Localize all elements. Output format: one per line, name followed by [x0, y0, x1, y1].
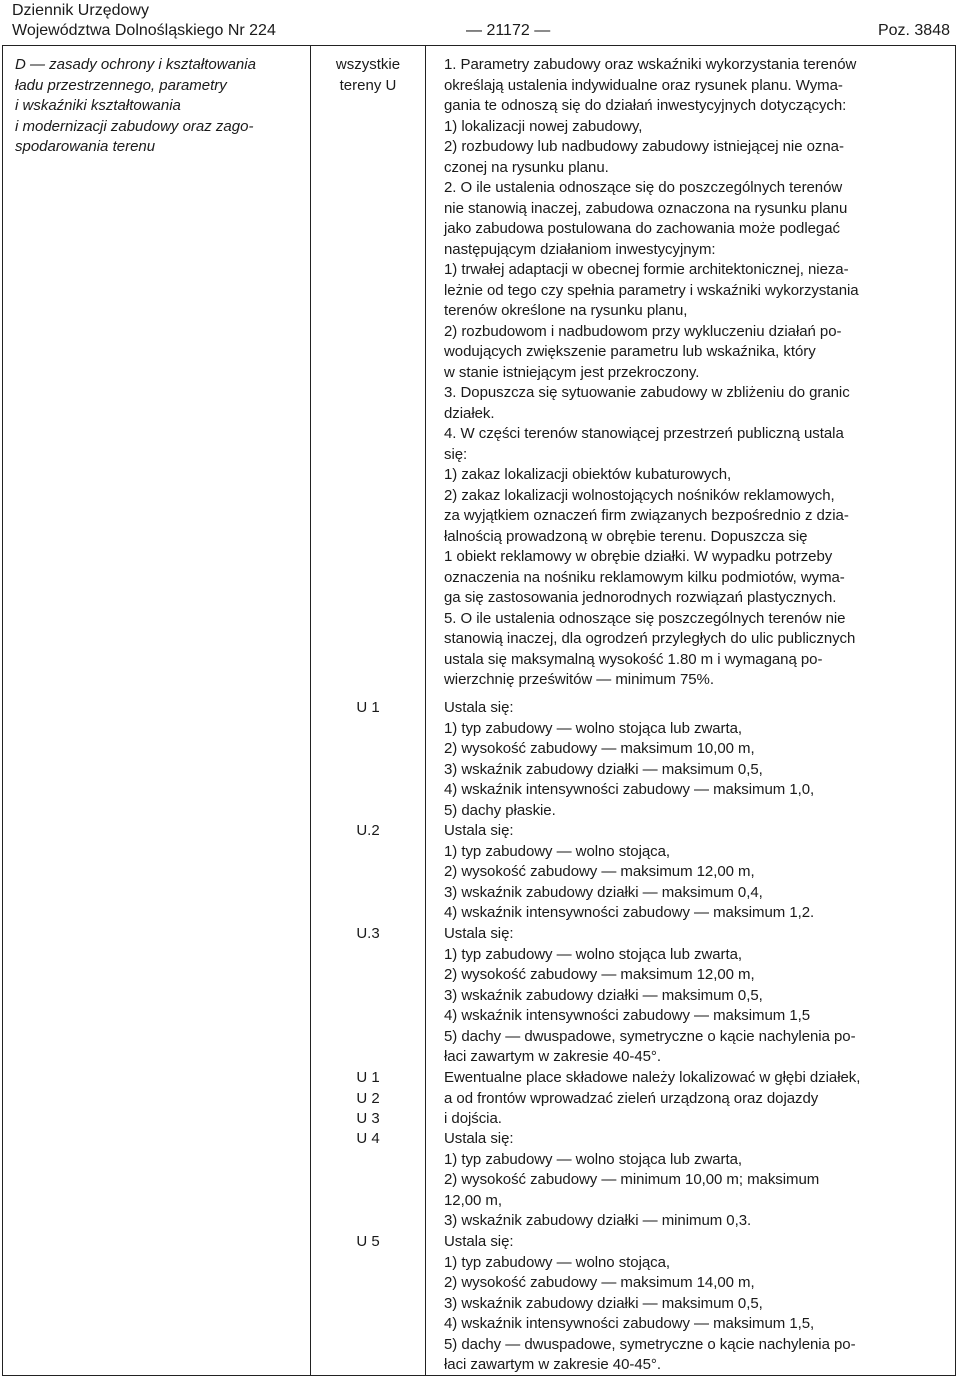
regulation-line: 2) rozbudowy lub nadbudowy zabudowy istniejącej nie ozna- — [444, 138, 844, 155]
regulation-line: czonej na rysunku planu. — [444, 158, 609, 176]
regulation-line: 2) wysokość zabudowy — maksimum 14,00 m, — [444, 1274, 755, 1291]
regulation-line: Ustala się: — [444, 1233, 514, 1250]
zone-code — [315, 1129, 421, 1150]
regulation-line: i dojścia. — [444, 1110, 502, 1127]
regulation-line: 5. O ile ustalenia odnoszące się poszczególnych terenów nie — [444, 609, 846, 627]
regulation-line: 2) wysokość zabudowy — minimum 10,00 m; maksimum — [444, 1171, 820, 1188]
regulation-line: gania te odnoszą się do działań inwestycyjnych dotyczących: — [444, 97, 847, 114]
section-title-line: D — zasady ochrony i kształtowania — [15, 56, 256, 73]
regulation-line: za wyjątkiem oznaczeń firm związanych bezpośrednio z dzia- — [444, 507, 849, 524]
zone-code — [315, 924, 421, 945]
journal-title: Dziennik Urzędowy — [12, 2, 149, 19]
regulation-line: 1) typ zabudowy — wolno stojąca lub zwarta, — [444, 719, 742, 737]
regulation-line: 1) typ zabudowy — wolno stojąca, — [444, 842, 671, 860]
position-number: Poz. 3848 — [877, 22, 950, 39]
regulation-line: 1) lokalizacji nowej zabudowy, — [444, 117, 643, 135]
zone-code-line: U.3 — [356, 925, 380, 942]
zone-code — [315, 698, 421, 719]
regulation-line: ga się zastosowania jednorodnych rozwiązań plastycznych. — [444, 589, 837, 606]
section-title-line: i modernizacji zabudowy oraz zago- — [15, 117, 254, 135]
regulation-line: Ustala się: — [444, 822, 514, 839]
regulation-line: w stanie istniejącym jest przekroczony. — [444, 363, 700, 381]
regulation-line: 5) dachy — dwuspadowe, symetryczne o kącie nachylenia po- — [444, 1335, 856, 1353]
zone-code-line: U 5 — [356, 1233, 380, 1250]
regulation-line: 5) dachy — dwuspadowe, symetryczne o kącie nachylenia po- — [444, 1027, 856, 1045]
regulation-line: oznaczenia na nośniku reklamowym kilku podmiotów, wyma- — [444, 568, 845, 586]
regulation-line: Ustala się: — [444, 925, 514, 942]
zone-code-line: U 3 — [356, 1110, 380, 1127]
regulation-line: nie stanowią inaczej, zabudowa oznaczona na rysunku planu — [444, 199, 848, 217]
regulation-line: 5) dachy płaskie. — [444, 801, 556, 819]
regulation-line: 1) typ zabudowy — wolno stojąca lub zwarta, — [444, 1150, 742, 1168]
zone-code — [315, 55, 421, 96]
regulation-line: się: — [444, 445, 468, 463]
regulation-line: 1) typ zabudowy — wolno stojąca, — [444, 1253, 671, 1271]
regulation-line: 2) wysokość zabudowy — maksimum 10,00 m, — [444, 740, 755, 757]
regulation-line: 2. O ile ustalenia odnoszące się do poszczególnych terenów — [444, 179, 843, 196]
zone-code-line: U 1 — [356, 1069, 380, 1086]
regulation-line: ustala się maksymalną wysokość 1.80 m i wymaganą po- — [444, 650, 823, 668]
section-title-line: ładu przestrzennego, parametry — [15, 76, 227, 94]
regulation-line: Ewentualne place składowe należy lokalizować w głębi działek, — [444, 1069, 861, 1086]
regulation-text — [444, 55, 954, 691]
regulation-line: 2) zakaz lokalizacji wolnostojących nośników reklamowych, — [444, 486, 835, 504]
zone-code-line: U 4 — [356, 1130, 380, 1147]
regulation-line: 1) typ zabudowy — wolno stojąca lub zwarta, — [444, 945, 742, 963]
regulation-text — [444, 924, 954, 1068]
regulation-line: jako zabudowa postulowana do zachowania może podlegać — [444, 220, 840, 237]
regulation-line: Ustala się: — [444, 1130, 514, 1147]
section-title — [15, 55, 305, 158]
zone-code-line: wszystkie — [335, 56, 401, 73]
zone-code — [315, 1232, 421, 1253]
regulation-line: leżnie od tego czy spełnia parametry i wskaźniki wykorzystania — [444, 281, 859, 299]
regulation-line: następującym działaniom inwestycyjnym: — [444, 240, 716, 258]
regulation-text — [444, 1129, 954, 1232]
section-title-line: i wskaźniki kształtowania — [15, 97, 181, 114]
zone-code — [315, 821, 421, 842]
regulation-text — [444, 1232, 954, 1376]
regulation-line: 4) wskaźnik intensywności zabudowy — maksimum 1,2. — [444, 904, 815, 921]
regulation-line: 3) wskaźnik zabudowy działki — maksimum 0,4, — [444, 883, 763, 901]
column-divider-1 — [310, 46, 311, 1375]
regulation-line: 4) wskaźnik intensywności zabudowy — maksimum 1,0, — [444, 781, 815, 798]
regulation-text — [444, 1068, 954, 1130]
regulation-line: 4) wskaźnik intensywności zabudowy — maksimum 1,5, — [444, 1315, 815, 1332]
zone-code-line: tereny U — [339, 76, 397, 94]
regulation-line: 3) wskaźnik zabudowy działki — maksimum 0,5, — [444, 1294, 763, 1312]
regulation-line: łalnością prowadzoną w obrębie terenu. Dopuszcza się — [444, 527, 808, 545]
regulation-line: 2) wysokość zabudowy — maksimum 12,00 m, — [444, 863, 755, 880]
regulation-table — [2, 45, 956, 1376]
regulation-line: 3. Dopuszcza się sytuowanie zabudowy w zbliżeniu do granic — [444, 384, 850, 401]
regulation-line: 4. W części terenów stanowiącej przestrzeń publiczną ustala — [444, 425, 844, 442]
regulation-line: Ustala się: — [444, 699, 514, 716]
regulation-line: określają ustalenia indywidualne oraz rysunek planu. Wyma- — [444, 76, 843, 94]
regulation-line: 1) trwałej adaptacji w obecnej formie architektonicznej, nieza- — [444, 261, 849, 278]
regulation-line: terenów określone na rysunku planu, — [444, 302, 688, 319]
regulation-text — [444, 821, 954, 924]
regulation-line: wodujących zwiększenie parametru lub wskaźnika, który — [444, 343, 816, 360]
page-number: — 21172 — — [466, 22, 551, 39]
section-title-line: spodarowania terenu — [15, 138, 156, 155]
zone-code-line: U 2 — [356, 1089, 380, 1107]
regulation-line: działek. — [444, 404, 495, 422]
regulation-line: a od frontów wprowadzać zieleń urządzoną oraz dojazdy — [444, 1089, 819, 1107]
regulation-line: 1 obiekt reklamowy w obrębie działki. W wypadku potrzeby — [444, 548, 833, 565]
regulation-line: 2) wysokość zabudowy — maksimum 12,00 m, — [444, 966, 755, 983]
regulation-line: łaci zawartym w zakresie 40-45°. — [444, 1048, 661, 1065]
zone-code — [315, 1068, 421, 1130]
regulation-line: 12,00 m, — [444, 1191, 502, 1209]
regulation-line: 3) wskaźnik zabudowy działki — maksimum 0,5, — [444, 760, 763, 778]
publisher-issue: Województwa Dolnośląskiego Nr 224 — [12, 22, 276, 39]
regulation-line: 3) wskaźnik zabudowy działki — minimum 0,3. — [444, 1212, 752, 1229]
regulation-line: 2) rozbudowom i nadbudowom przy wykluczeniu działań po- — [444, 322, 842, 340]
regulation-line: stanowią inaczej, dla ogrodzeń przyległych do ulic publicznych — [444, 630, 856, 647]
zone-code-line: U 1 — [356, 699, 380, 716]
regulation-line: 1) zakaz lokalizacji obiektów kubaturowych, — [444, 466, 732, 483]
regulation-line: 1. Parametry zabudowy oraz wskaźniki wykorzystania terenów — [444, 56, 857, 73]
regulation-line: wierzchnię prześwitów — minimum 75%. — [444, 671, 714, 688]
column-divider-2 — [425, 46, 426, 1375]
zone-code-line: U.2 — [356, 822, 380, 839]
regulation-line: 4) wskaźnik intensywności zabudowy — maksimum 1,5 — [444, 1007, 811, 1024]
regulation-line: 3) wskaźnik zabudowy działki — maksimum 0,5, — [444, 986, 763, 1004]
regulation-line: łaci zawartym w zakresie 40-45°. — [444, 1356, 661, 1373]
regulation-text — [444, 698, 954, 821]
